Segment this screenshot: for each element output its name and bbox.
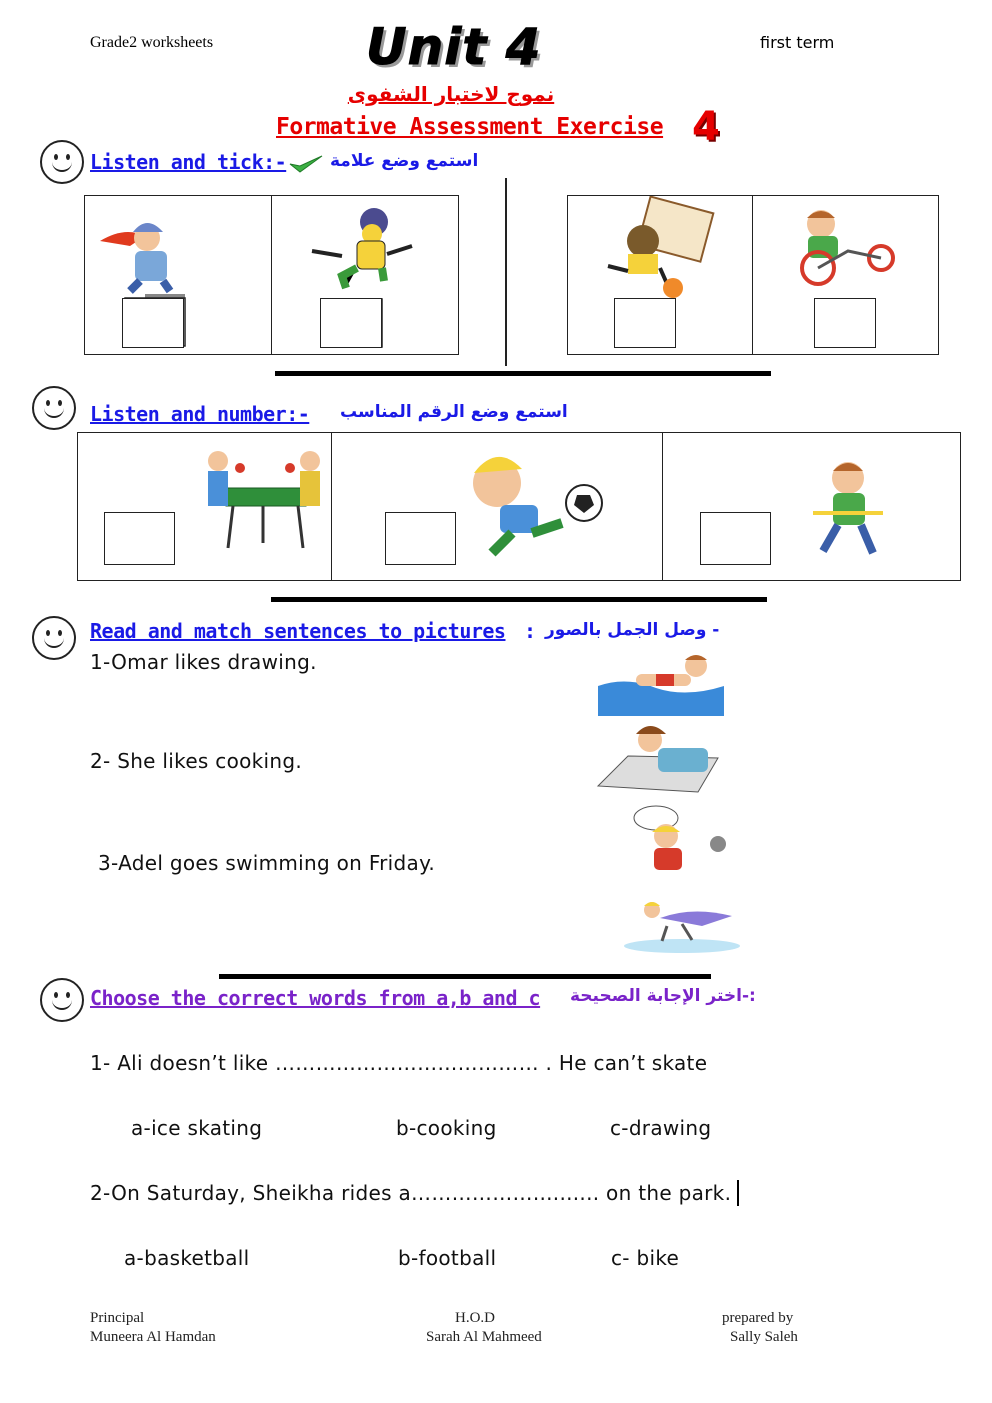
sentence-2: 2- She likes cooking.: [90, 749, 303, 773]
sentence-3: 3-Adel goes swimming on Friday.: [98, 851, 436, 875]
header-left: Grade2 worksheets: [90, 34, 214, 51]
q1-option-b[interactable]: b-cooking: [396, 1116, 497, 1140]
smiley-icon: [40, 140, 84, 184]
drawing-picture: [588, 716, 733, 796]
number-box-3[interactable]: [700, 512, 771, 565]
section3-title: Read and match sentences to pictures: [90, 619, 506, 643]
section-divider-3: [219, 974, 711, 979]
footer-principal-name: Muneera Al Hamdan: [90, 1329, 216, 1345]
checkmark-icon: [288, 152, 324, 176]
unit-title: Unit 4: [366, 18, 542, 76]
q2-option-c[interactable]: c- bike: [611, 1246, 680, 1270]
tick-box-3[interactable]: [614, 298, 676, 348]
section4-title: Choose the correct words from a,b and c: [90, 986, 541, 1010]
header-right: first term: [760, 33, 835, 52]
number-box-1[interactable]: [104, 512, 175, 565]
section4-arabic: :-اختر الإجابة الصحيحة: [570, 986, 756, 1006]
q2-option-b[interactable]: b-football: [398, 1246, 497, 1270]
swimming-picture: [596, 646, 726, 716]
tick-box-4[interactable]: [814, 298, 876, 348]
footer-principal-label: Principal: [90, 1310, 145, 1326]
footer-prepared-label: prepared by: [722, 1310, 794, 1326]
section3-arabic: - وصل الجمل بالصور: [545, 620, 720, 640]
tick-box-1[interactable]: [122, 298, 184, 348]
section3-colon: :: [524, 619, 536, 643]
q1-option-a[interactable]: a-ice skating: [131, 1116, 263, 1140]
tick-box-2[interactable]: [320, 298, 382, 348]
football-player-icon: [332, 433, 662, 579]
smiley-icon: [32, 386, 76, 430]
section2-title: Listen and number:-: [90, 402, 310, 426]
footer-hod-name: Sarah Al Mahmeed: [426, 1329, 542, 1345]
section1-arabic: استمع وضع علامة: [330, 151, 479, 171]
q2-option-a[interactable]: a-basketball: [124, 1246, 250, 1270]
question-1: 1- Ali doesn’t like ………………………………… . He can’t skate: [90, 1051, 708, 1075]
sentence-1: 1-Omar likes drawing.: [90, 650, 317, 674]
smiley-icon: [32, 616, 76, 660]
q1-option-c[interactable]: c-drawing: [610, 1116, 712, 1140]
section1-title: Listen and tick:-: [90, 150, 287, 174]
question-2: 2-On Saturday, Sheikha rides a……………….......... on the park.: [90, 1181, 732, 1205]
smiley-icon: [40, 978, 84, 1022]
exercise-number: 4: [692, 104, 720, 150]
arabic-subtitle: نموج لاختبار الشفوى: [347, 82, 555, 106]
section1-divider: [505, 178, 507, 366]
text-cursor: [737, 1180, 739, 1206]
picture-cell-football: [331, 432, 664, 581]
section-divider-1: [275, 371, 771, 376]
section2-arabic: استمع وضع الرقم المناسب: [340, 402, 568, 422]
ice-skating-picture: [622, 896, 742, 956]
number-box-2[interactable]: [385, 512, 456, 565]
footer-hod-label: H.O.D: [455, 1310, 495, 1326]
exercise-title: Formative Assessment Exercise: [276, 114, 664, 140]
cooking-picture: [626, 802, 736, 882]
footer-prepared-name: Sally Saleh: [730, 1329, 798, 1345]
section-divider-2: [271, 597, 767, 602]
